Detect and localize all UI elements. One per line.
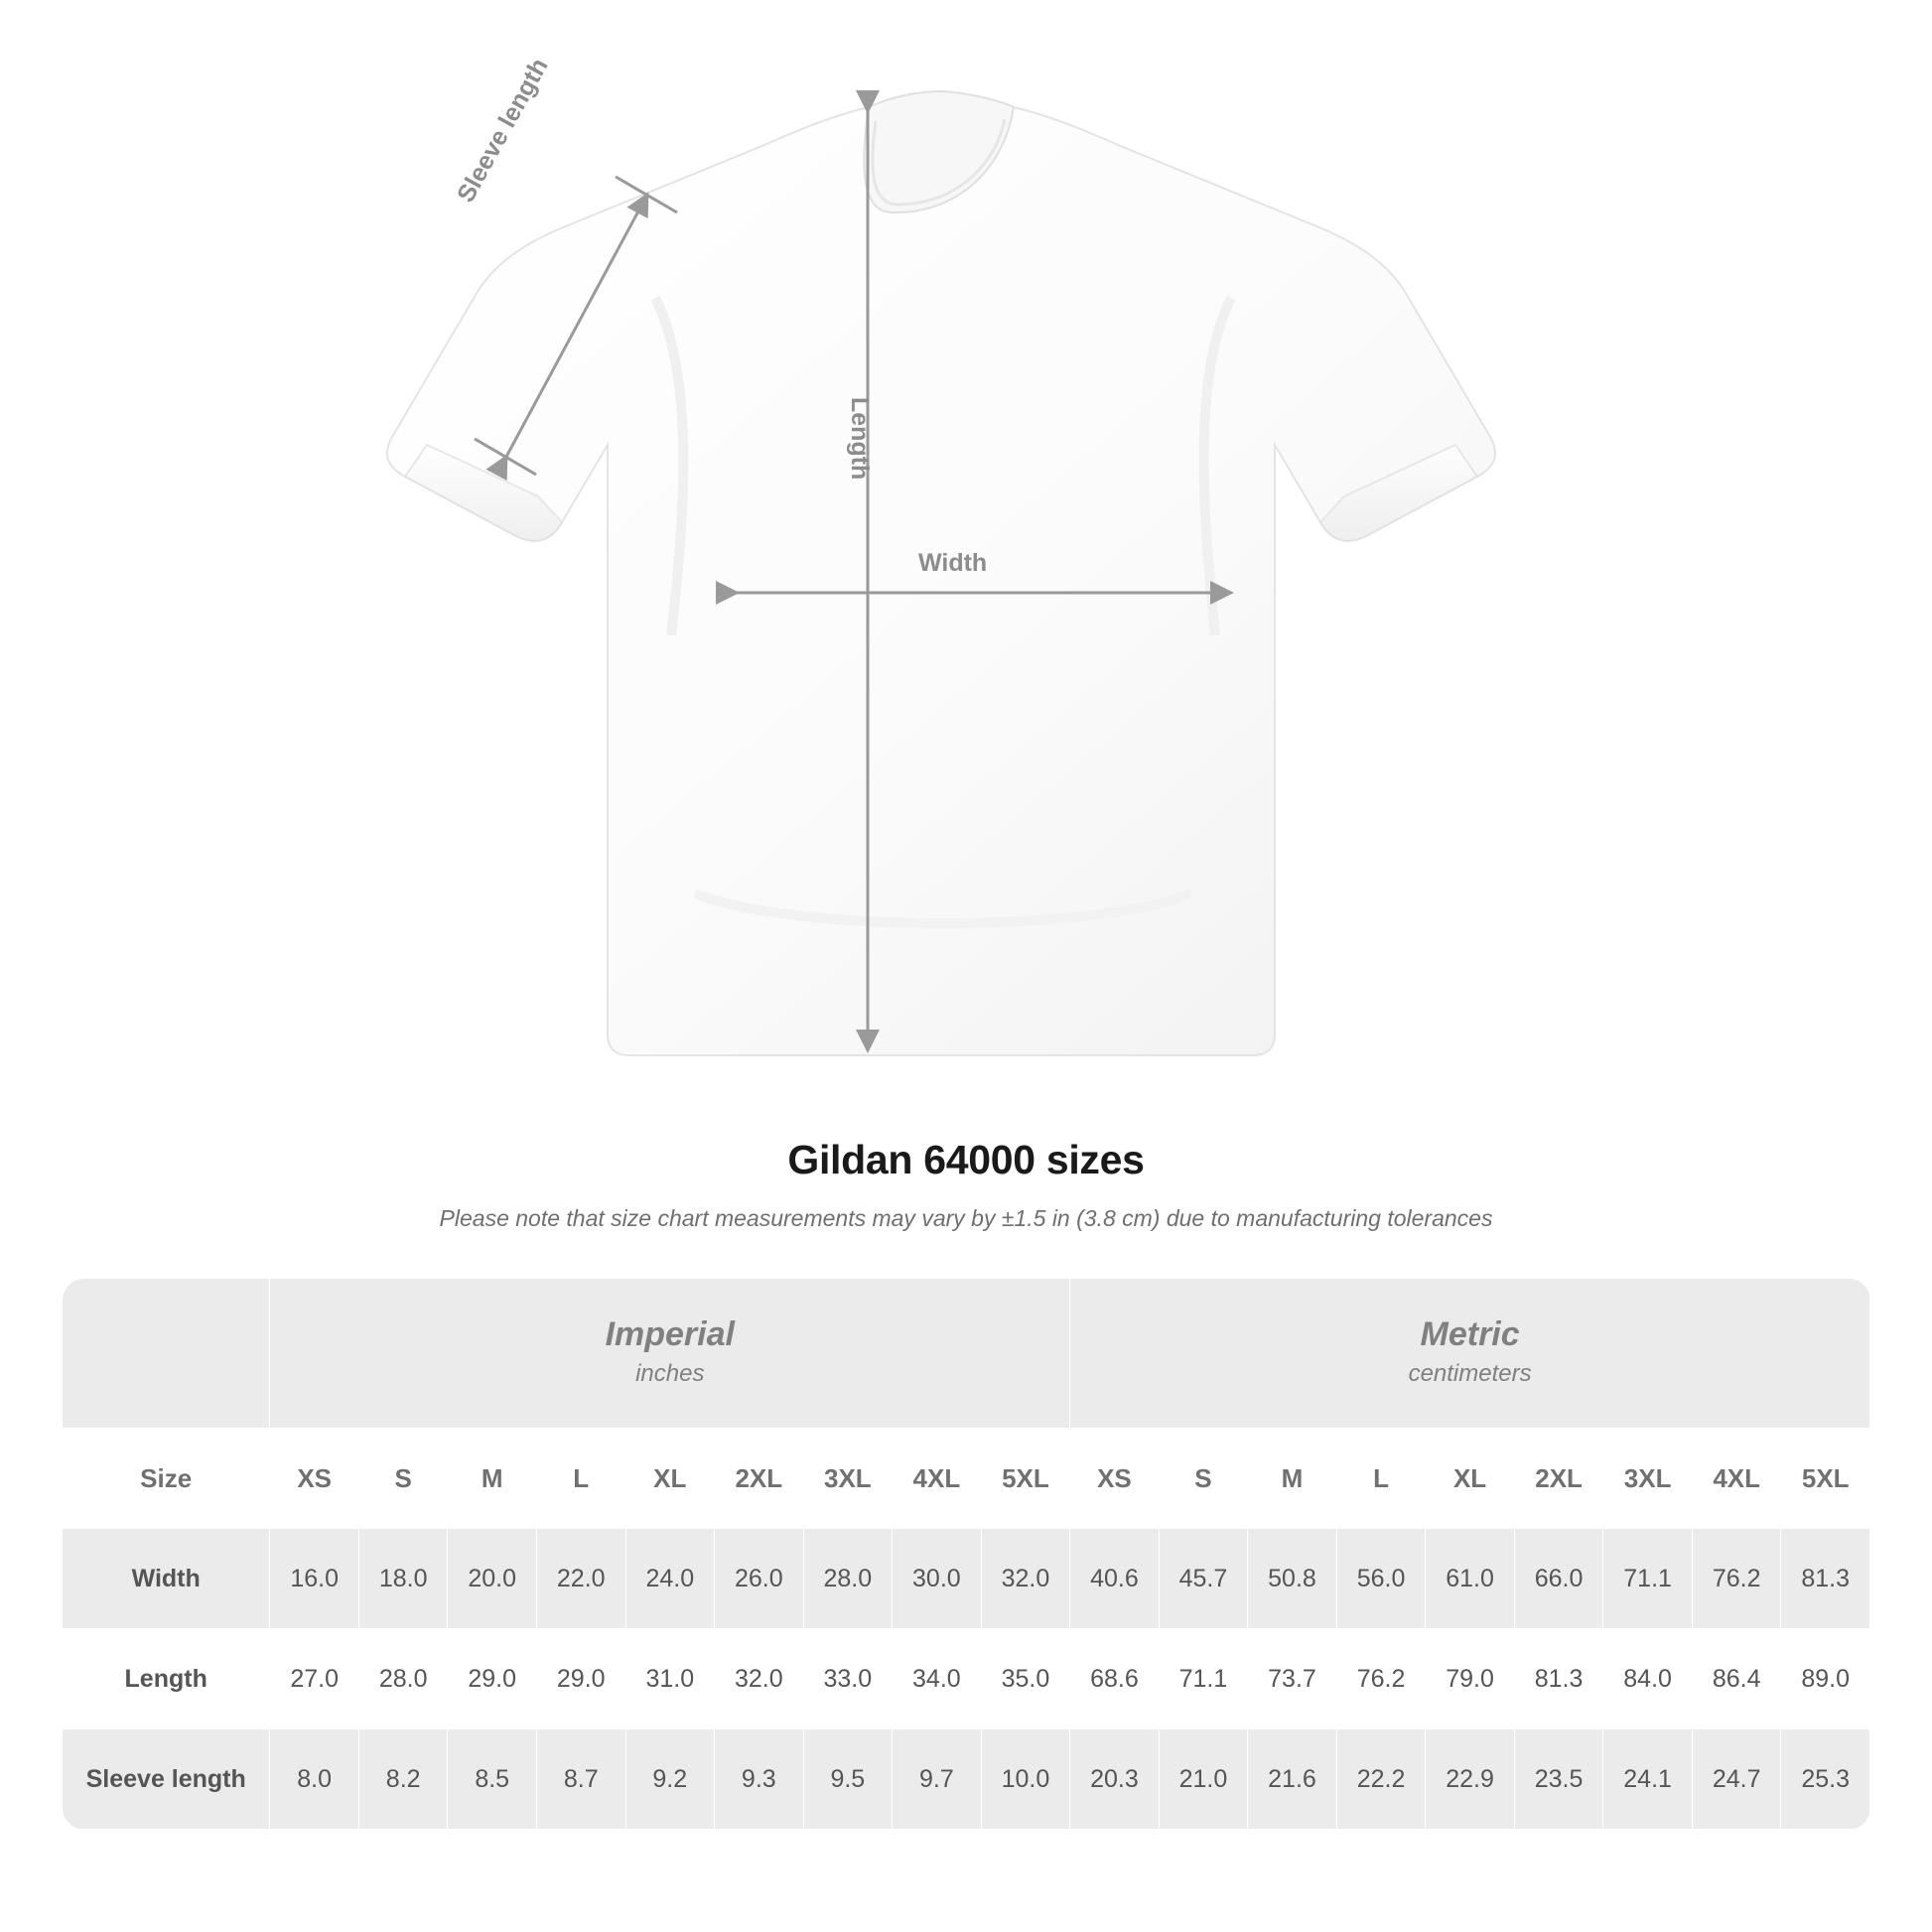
table-cell: 20.3 [1070, 1729, 1160, 1830]
unit-header-spacer [63, 1279, 270, 1429]
table-cell: 34.0 [893, 1629, 982, 1729]
table-cell: 27.0 [270, 1629, 359, 1729]
table-cell: 8.0 [270, 1729, 359, 1830]
size-header-cell: 4XL [893, 1429, 982, 1529]
table-cell: 25.3 [1781, 1729, 1870, 1830]
table-cell: 81.3 [1514, 1629, 1603, 1729]
table-cell: 76.2 [1692, 1529, 1781, 1629]
table-row [63, 1529, 1870, 1629]
unit-header-row [63, 1279, 1870, 1429]
table-cell: 31.0 [625, 1629, 715, 1729]
table-cell: 23.5 [1514, 1729, 1603, 1830]
table-cell: 22.0 [536, 1529, 625, 1629]
size-header-cell: 3XL [1603, 1429, 1693, 1529]
column-header-size: Size [63, 1429, 270, 1529]
table-cell: 28.0 [803, 1529, 893, 1629]
table-cell: 28.0 [358, 1629, 448, 1729]
table-cell: 16.0 [270, 1529, 359, 1629]
table-cell: 50.8 [1248, 1529, 1337, 1629]
size-header-cell: 5XL [1781, 1429, 1870, 1529]
size-header-cell: XS [1070, 1429, 1160, 1529]
table-cell: 20.0 [448, 1529, 537, 1629]
unit-group-imperial-sub: inches [635, 1360, 705, 1388]
row-label-sleeve-length: Sleeve length [63, 1729, 270, 1830]
table-cell: 79.0 [1426, 1629, 1515, 1729]
table-row [63, 1629, 1870, 1729]
table-cell: 32.0 [981, 1529, 1070, 1629]
size-table-wrapper [62, 1278, 1870, 1830]
table-cell: 26.0 [715, 1529, 804, 1629]
table-cell: 24.1 [1603, 1729, 1693, 1830]
table-cell: 76.2 [1336, 1629, 1426, 1729]
unit-group-metric-sub: centimeters [1408, 1360, 1532, 1388]
size-header-row [63, 1429, 1870, 1529]
table-cell: 81.3 [1781, 1529, 1870, 1629]
size-header-cell: S [1159, 1429, 1248, 1529]
size-header-cell: 2XL [715, 1429, 804, 1529]
table-cell: 71.1 [1603, 1529, 1693, 1629]
table-cell: 40.6 [1070, 1529, 1160, 1629]
table-cell: 61.0 [1426, 1529, 1515, 1629]
size-header-cell: XL [625, 1429, 715, 1529]
unit-group-metric [1070, 1279, 1870, 1429]
size-header-cell: S [358, 1429, 448, 1529]
table-cell: 33.0 [803, 1629, 893, 1729]
table-cell: 84.0 [1603, 1629, 1693, 1729]
table-cell: 8.2 [358, 1729, 448, 1830]
table-cell: 56.0 [1336, 1529, 1426, 1629]
size-header-cell: XL [1426, 1429, 1515, 1529]
table-cell: 9.7 [893, 1729, 982, 1830]
table-cell: 66.0 [1514, 1529, 1603, 1629]
size-header-cell: 4XL [1692, 1429, 1781, 1529]
size-header-cell: L [1336, 1429, 1426, 1529]
table-cell: 9.5 [803, 1729, 893, 1830]
table-cell: 9.3 [715, 1729, 804, 1830]
size-header-cell: M [1248, 1429, 1337, 1529]
table-row [63, 1729, 1870, 1830]
table-cell: 35.0 [981, 1629, 1070, 1729]
size-header-cell: 2XL [1514, 1429, 1603, 1529]
unit-group-imperial-name: Imperial [605, 1314, 735, 1353]
row-label-width: Width [63, 1529, 270, 1629]
page-title: Gildan 64000 sizes [787, 1137, 1145, 1182]
unit-group-imperial [270, 1279, 1070, 1429]
table-cell: 21.0 [1159, 1729, 1248, 1830]
table-cell: 73.7 [1248, 1629, 1337, 1729]
table-cell: 30.0 [893, 1529, 982, 1629]
size-header-cell: XS [270, 1429, 359, 1529]
table-cell: 8.5 [448, 1729, 537, 1830]
table-cell: 22.9 [1426, 1729, 1515, 1830]
table-cell: 29.0 [536, 1629, 625, 1729]
table-cell: 89.0 [1781, 1629, 1870, 1729]
table-cell: 24.0 [625, 1529, 715, 1629]
row-label-length: Length [63, 1629, 270, 1729]
size-header-cell: 5XL [981, 1429, 1070, 1529]
size-table [62, 1278, 1870, 1830]
tolerance-note: Please note that size chart measurements may vary by ±1.5 in (3.8 cm) due to manufacturing tolerances [439, 1205, 1493, 1231]
table-cell: 71.1 [1159, 1629, 1248, 1729]
table-cell: 68.6 [1070, 1629, 1160, 1729]
unit-group-metric-name: Metric [1420, 1314, 1520, 1353]
table-cell: 8.7 [536, 1729, 625, 1830]
size-header-cell: L [536, 1429, 625, 1529]
table-cell: 9.2 [625, 1729, 715, 1830]
table-cell: 86.4 [1692, 1629, 1781, 1729]
table-cell: 45.7 [1159, 1529, 1248, 1629]
table-cell: 32.0 [715, 1629, 804, 1729]
table-cell: 21.6 [1248, 1729, 1337, 1830]
size-header-cell: 3XL [803, 1429, 893, 1529]
size-header-cell: M [448, 1429, 537, 1529]
table-cell: 29.0 [448, 1629, 537, 1729]
label-sleeve-length: Sleeve length [452, 54, 554, 207]
table-cell: 22.2 [1336, 1729, 1426, 1830]
label-length: Length [846, 397, 874, 481]
table-cell: 10.0 [981, 1729, 1070, 1830]
table-cell: 24.7 [1692, 1729, 1781, 1830]
label-width: Width [918, 549, 988, 577]
table-cell: 18.0 [358, 1529, 448, 1629]
